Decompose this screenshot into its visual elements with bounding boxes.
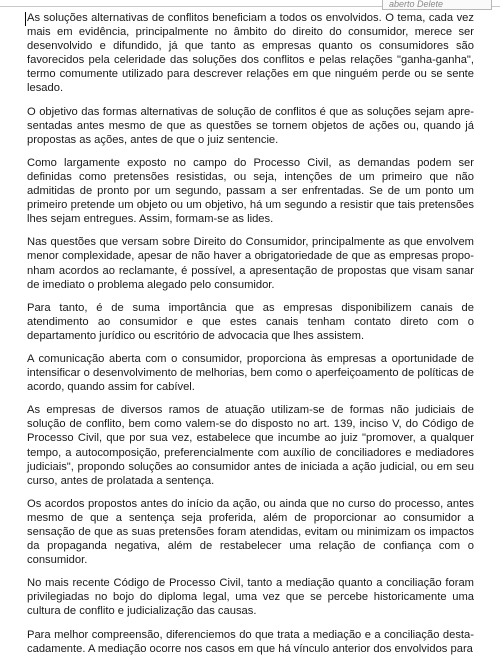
revision-balloon[interactable]: aberto Delete	[382, 0, 492, 10]
paragraph-2: O objetivo das formas alternativas de solução de conflitos é que as soluções sejam apresentadas antes mesmo de que as questões se tornem objetos de ações ou, quando já propostas as ações, antes de que o juiz sentencie.	[27, 105, 474, 146]
paragraph-6: A comunicação aberta com o consumidor, proporciona às empresas a oportunidade de intensificar o desenvolvimento de melhorias, bem como o aperfeiçoamento de políticas de acordo, quando assim for cabível.	[27, 352, 474, 394]
paragraph-4: Nas questões que versam sobre Direito do Consumidor, principalmente as que envolvem menor complexidade, apesar de não haver a obrigatoriedade de que as empresas proponham acordos ao reclamante, é possível, a apresentação de propostas que visam sanar de imediato o problema alegado pelo consumidor.	[27, 236, 474, 291]
paragraph-8: Os acordos propostos antes do início da ação, ou ainda que no curso do processo, antes mesmo de que a sentença seja proferida, além de proporcionar ao consumidor a sensação de que as suas pretensões foram atendidas, evitam ou minimizam os impactos da propaganda negativa, além de restabelecer uma relação de confiança com o consumidor.	[27, 497, 474, 567]
paragraph-5: Para tanto, é de suma importância que as empresas disponibilizem canais de atendimento ao consumidor e que estes canais tenham contato direto com o departamento jurídico ou escritório de advocacia que lhes assistem.	[27, 301, 474, 342]
paragraph-3: Como largamente exposto no campo do Processo Civil, as demandas podem ser definidas como pretensões resistidas, ou seja, intenções de um primeiro que não admitidas de pronto por um segundo, passam a ser enfrentadas. Se de um ponto um primeiro pretende um objeto ou um objetivo, há um segundo a resistir que tais pretensões lhes sejam entregues. Assim, formam-se as lides.	[27, 156, 474, 226]
text-cursor	[25, 12, 26, 26]
paragraph-9: No mais recente Código de Processo Civil, tanto a mediação quanto a conciliação foram privilegiadas no bojo do diploma legal, uma vez que se percebe historicamente uma cultura de conflito e judicialização das causas.	[27, 577, 474, 618]
paragraph-10: Para melhor compreensão, diferenciemos do que trata a mediação e a conciliação destacadamente. A mediação ocorre nos casos em que há vínculo anterior dos envolvidos para	[27, 628, 474, 655]
paragraph-1: As soluções alternativas de conflitos beneficiam a todos os envolvidos. O tema, cada vez mais em evidência, principalmente no âmbito do direito do consumidor, merece ser desenvolvido e difundido, já que tanto as empresas quanto os consumidores são favorecidos pela celeridade das soluções dos conflitos e pelas relações "ganha-ganha", termo comumente utilizado para descrever relações em que ninguém perde ou se sente lesado.	[27, 12, 474, 95]
paragraph-7: As empresas de diversos ramos de atuação utilizam-se de formas não judiciais de solução de conflito, bem como valem-se do disposto no art. 139, inciso V, do Código de Processo Civil, que por sua vez, estabelece que incumbe ao juiz "promover, a qualquer tempo, a autocomposição, preferencialmente com auxílio de conciliadores e mediadores judiciais", propondo soluções ao consumidor antes de iniciada a ação judicial, ou em seu curso, antes de prolatada a sentença.	[27, 404, 474, 487]
document-body[interactable]	[27, 11, 474, 665]
